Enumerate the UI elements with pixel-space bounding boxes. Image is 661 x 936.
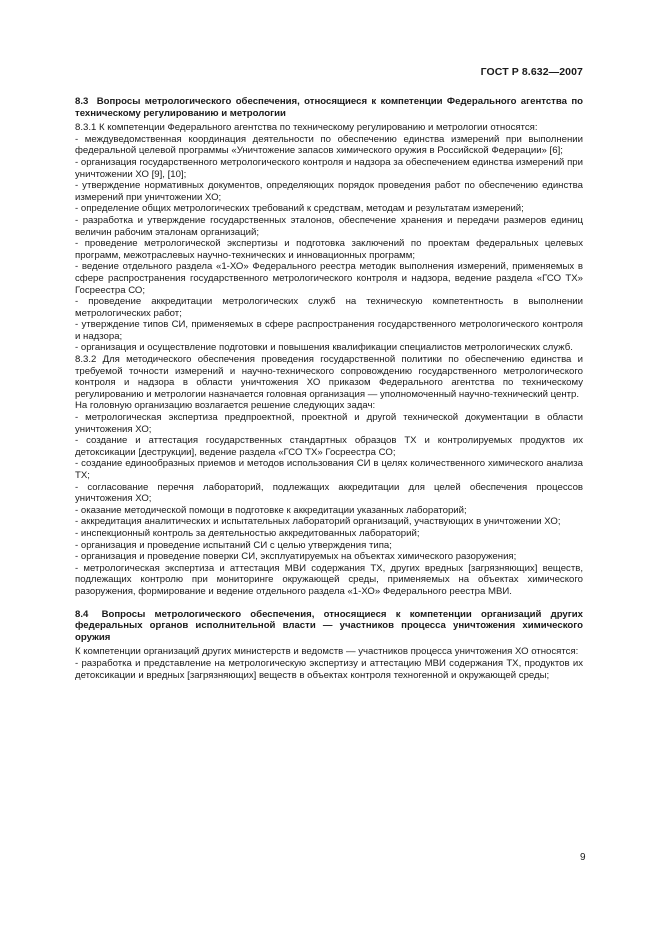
list-item: - проведение метрологической экспертизы и подготовка заключений по проектам федеральных целевых программ, межотраслевых научно-технических и инновационных программ;	[75, 238, 583, 261]
list-item: - утверждение типов СИ, применяемых в сфере распространения государственного метрологического контроля и надзора;	[75, 319, 583, 342]
list-item: - ведение отдельного раздела «1-ХО» Федерального реестра методик выполнения измерений, применяемых в сфере распространения государственного метрологического контроля и надзора, ведение раздела «ГСО ТХ» Госреестра СО;	[75, 261, 583, 296]
page-number: 9	[580, 852, 586, 863]
section-spacer	[75, 598, 583, 609]
list-item: - оказание методической помощи в подготовке к аккредитации указанных лабораторий;	[75, 504, 467, 516]
section-8-3-title	[75, 96, 583, 119]
list-item: - разработка и представление на метрологическую экспертизу и аттестацию МВИ содержания ТХ, продуктов их детоксикации и вредных [загрязняющих] веществ в объектах контроля техногенной и окружающей среды;	[75, 657, 583, 681]
list-item: - создание единообразных приемов и методов использования СИ в целях количественного химического анализа ТХ;	[75, 458, 583, 481]
list-item: - определение общих метрологических требований к средствам, методам и результатам измерений;	[75, 203, 524, 215]
list-item: - утверждение нормативных документов, определяющих порядок проведения работ по обеспечению единства измерений при уничтожении ХО;	[75, 180, 583, 203]
list-item: - организация и проведение поверки СИ, эксплуатируемых на объектах химического разоружения;	[75, 551, 517, 563]
section-8-4-title-text: Вопросы метрологического обеспечения, относящиеся к компетенции организаций других федеральных органов исполнительной власти — участников процесса уничтожения химического оружия	[75, 608, 583, 643]
list-item: - инспекционный контроль за деятельностью аккредитованных лабораторий;	[75, 527, 420, 539]
page-content	[75, 96, 583, 681]
list-item: - проведение аккредитации метрологических служб на техническую компетентность в выполнении метрологических работ;	[75, 296, 583, 319]
paragraph: К компетенции организаций других министерств и ведомств — участников процесса уничтожения ХО относятся:	[75, 646, 579, 658]
document-header: ГОСТ Р 8.632—2007	[480, 66, 583, 78]
paragraph: 8.3.2 Для методического обеспечения проведения государственной политики по обеспечению единства и требуемой точности измерений и научно-технического сопровождению государственного метрологического контроля и надзора в области уничтожения ХО приказом Федерального агентства по техническому регулированию и метрологии назначается головная организация — уполномоченный научно-технический центр.	[75, 354, 583, 400]
section-8-3-number: 8.3	[75, 96, 89, 107]
list-item: - организация государственного метрологического контроля и надзора за обеспечением единства измерений при уничтожении ХО [9], [10];	[75, 156, 583, 180]
list-item: - организация и проведение испытаний СИ с целью утверждения типа;	[75, 539, 392, 551]
section-8-4-number: 8.4	[75, 608, 89, 620]
list-item: - организация и осуществление подготовки и повышения квалификации специалистов метрологических служб.	[75, 342, 573, 354]
list-item: - метрологическая экспертиза предпроектной, проектной и другой технической документации в области уничтожения ХО;	[75, 412, 583, 435]
list-item: - создание и аттестация государственных стандартных образцов ТХ и контролируемых продуктов их детоксикации [деструкции], ведение раздела «ГСО ТХ» Госреестра СО;	[75, 435, 583, 458]
list-item: - согласование перечня лабораторий, подлежащих аккредитации для целей обеспечения процессов уничтожения ХО;	[75, 481, 583, 505]
section-8-4-title	[75, 609, 583, 644]
paragraph: 8.3.1 К компетенции Федерального агентства по техническому регулированию и метрологии относятся:	[75, 122, 538, 134]
section-8-3-title-text: Вопросы метрологического обеспечения, относящиеся к компетенции Федерального агентства по техническому регулированию и метрологии	[75, 96, 583, 119]
list-item: - аккредитация аналитических и испытательных лабораторий организаций, участвующих в уничтожении ХО;	[75, 516, 561, 528]
paragraph: На головную организацию возлагается решение следующих задач:	[75, 400, 376, 412]
list-item: - разработка и утверждение государственных эталонов, обеспечение хранения и передачи размеров единиц величин рабочим эталонам организаций;	[75, 214, 583, 238]
list-item: - междуведомственная координация деятельности по обеспечению единства измерений при выполнении федеральной целевой программы «Уничтожение запасов химического оружия в Российской Федерации» [6];	[75, 133, 583, 157]
list-item: - метрологическая экспертиза и аттестация МВИ содержания ТХ, других вредных [загрязняющих] веществ, подлежащих контролю при мониторинге окружающей среды, применяемых на объектах химического разоружения, формирование и ведение отдельного раздела «1-ХО» Федерального реестра МВИ.	[75, 562, 583, 597]
